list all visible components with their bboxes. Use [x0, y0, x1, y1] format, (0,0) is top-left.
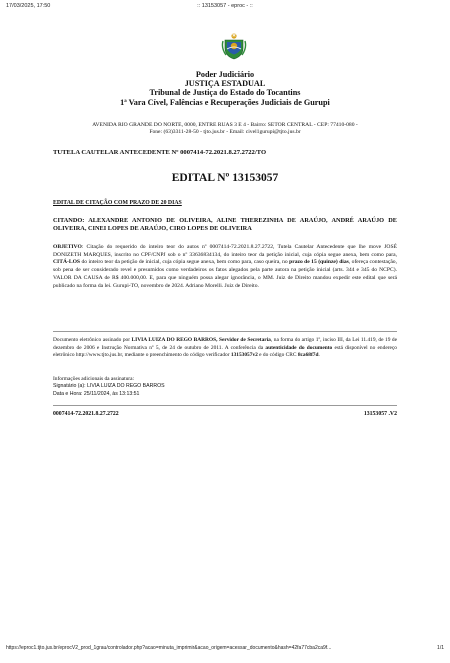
esig-text-4: e do código CRC [257, 352, 298, 359]
esig-verifier-code: 13153057v2 [230, 352, 258, 359]
objetivo-label: OBJETIVO [53, 244, 82, 250]
signature-additional-info [53, 376, 165, 398]
header-line-court: 1ª Vara Cível, Falências e Recuperações Judiciais de Gurupi [120, 97, 330, 107]
case-title: TUTELA CAUTELAR ANTECEDENTE Nº 0007414-72.2021.8.27.2722/TO [53, 149, 267, 156]
signature-divider [53, 331, 397, 332]
objetivo-paragraph [53, 244, 397, 290]
objetivo-bold-cita: CITÁ-LOS [53, 259, 81, 266]
address-line-1: AVENIDA RIO GRANDE DO NORTE, 0000, ENTRE RUAS 3 E 4 - Bairro: SETOR CENTRAL - CEP: 77410-080 - [92, 122, 358, 128]
print-url: https://eproc1.tjto.jus.br/eprocV2_prod_1grau/controlador.php?acao=minuta_imprimir&acao_origem=acessar_documento&hash=42fa77cba2ca9f... [6, 645, 332, 651]
objetivo-text-2: do inteiro teor da petição de inicial, cuja cópia segue anexa, bem como para, caso queira, no [80, 259, 290, 266]
browser-print-footer [6, 645, 444, 653]
print-page-number: 1/1 [437, 645, 444, 651]
electronic-signature-notice [53, 337, 397, 360]
court-header [40, 70, 410, 107]
info-heading: Informações adicionais da assinatura: [53, 376, 134, 382]
header-line-judiciary: Poder Judiciário [195, 70, 255, 79]
court-address [56, 122, 394, 137]
footer-case-number: 0007414-72.2021.8.27.2722 [53, 411, 119, 417]
browser-print-header [6, 3, 444, 13]
edital-subheading: EDITAL DE CITAÇÃO COM PRAZO DE 20 DIAS [53, 200, 182, 206]
objetivo-text-3: , ofereça contestação, sob pena de ser considerado revel e presumidos como verdadeiros os fatos alegados pela parte autora na petição inicial (arts. 344 e 345 do NCPC). VALOR DA CAUSA de R$ 400.000,00. E, para que ninguém possa alegar ignorância, o MM. Juiz de Direito mandou expedir este edital que será publicado na forma da lei. Gurupi-TO, novembro de 2024. Adriano Morelli. Juiz de Direito. [53, 259, 397, 289]
header-line-tribunal: Tribunal de Justiça do Estado do Tocantins [149, 88, 301, 98]
footer-divider [53, 405, 397, 406]
footer-doc-version: 13153057 .V2 [363, 411, 397, 417]
print-page-title: :: 13153057 - eproc - :: [197, 3, 253, 9]
esig-text-3: está disponível no endereço eletrônico http://www.tjto.jus.br, mediante o preenchimento do código verificador [53, 344, 397, 359]
tocantins-coat-of-arms-icon [221, 32, 247, 60]
info-datetime: Data e Hora: 25/11/2024, às 13:13:51 [53, 390, 140, 397]
header-line-state-justice: JUSTIÇA ESTADUAL [184, 79, 266, 89]
esig-authenticity: autenticidade do documento [265, 344, 333, 351]
esig-signer: LIVIA LUIZA DO REGO BARROS, Servidor de Secretaria [131, 337, 271, 343]
objetivo-text-1: : Citação do requerido do inteiro teor do autos nº 0007414-72.2021.8.27.2722, Tutela Cautelar Antecedente que lhe move JOSÉ DONIZETH MARQUES, inscrito no CPF/CNPJ sob o nº 33636834134, do inteiro teor da petição inicial, cuja cópia segue anexa, bem como para, [53, 244, 397, 258]
citando-paragraph: CITANDO: ALEXANDRE ANTONIO DE OLIVEIRA, ALINE THEREZINHA DE ARAÚJO, ANDRÉ ARAÚJO DE OLIVEIRA, CINEI LOPES DE ARAÚJO, CIRO LOPES DE OLIVEIRA [53, 217, 397, 232]
info-signatory: Signatário (a): LIVIA LUIZA DO REGO BARROS [53, 383, 165, 390]
esig-text-5: . [318, 352, 320, 359]
address-line-2: Fone: (63)3311-28-50 - tjto.jus.br - Email: civel1gurupi@tjto.jus.br [149, 129, 301, 136]
print-datetime: 17/03/2025, 17:50 [6, 3, 51, 9]
edital-title: EDITAL Nº 13153057 [171, 172, 279, 184]
esig-text-2: , na forma do artigo 1º, inciso III, da Lei 11.419, de 19 de dezembro de 2006 e Instrução Normativa nº 5, de 24 de outubro de 2011. A conferência da [53, 337, 398, 351]
esig-text-1: Documento eletrônico assinado por [53, 337, 132, 343]
esig-crc-code: 8ca68f7d [297, 352, 319, 359]
objetivo-bold-prazo: prazo de 15 (quinze) dias [289, 259, 349, 266]
